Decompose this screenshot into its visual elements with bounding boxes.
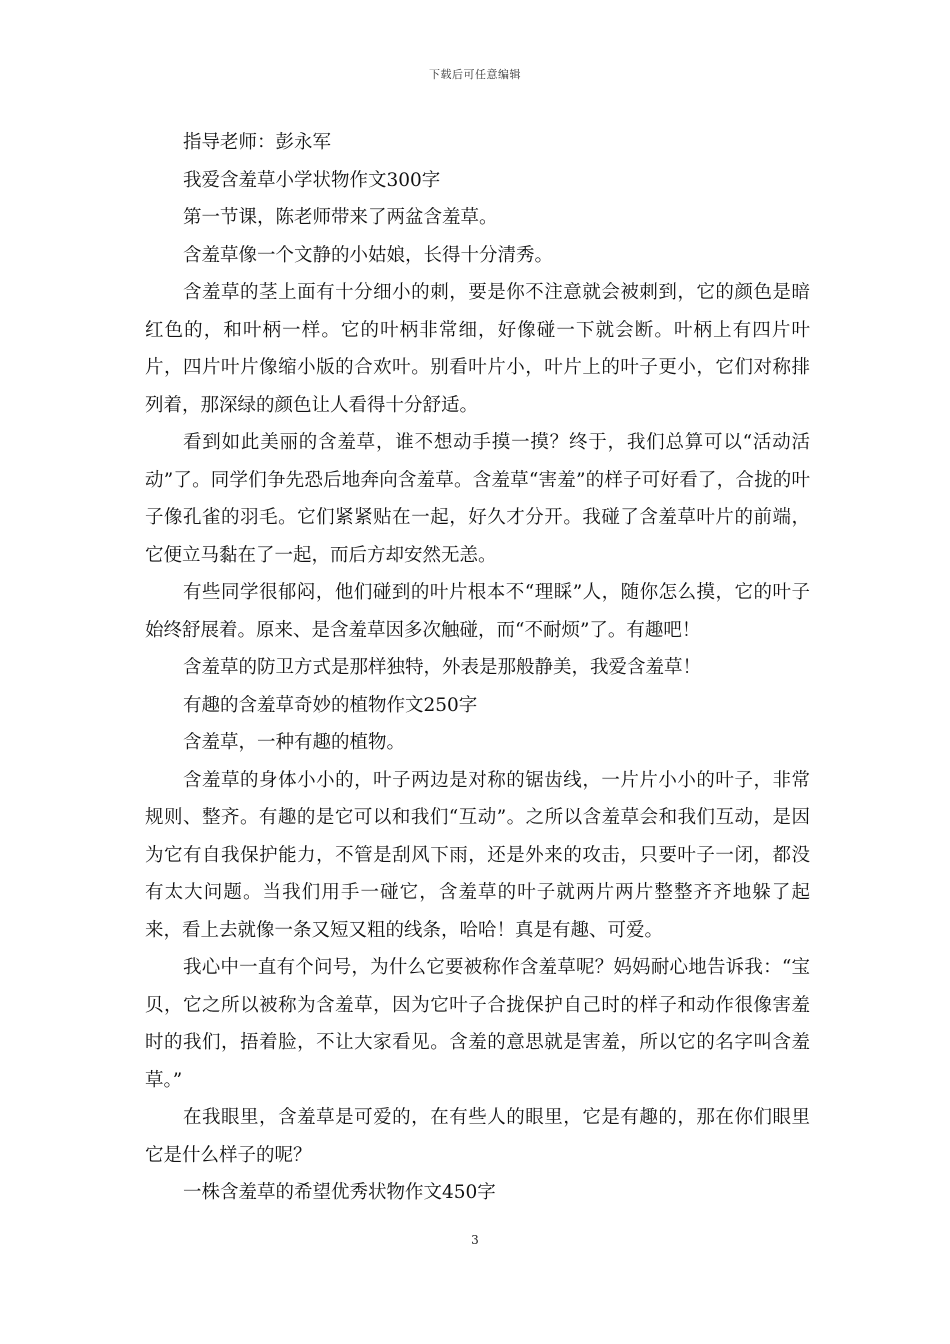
document-body	[145, 124, 810, 1212]
paragraph: 一株含羞草的希望优秀状物作文450字	[183, 1182, 496, 1203]
paragraph: 第一节课，陈老师带来了两盆含羞草。	[183, 207, 498, 228]
page-number: 3	[471, 1233, 479, 1247]
paragraph: 含羞草像一个文静的小姑娘，长得十分清秀。	[183, 244, 554, 266]
paragraph: 含羞草的身体小小的，叶子两边是对称的锯齿线，一片片小小的叶子，非常规则、整齐。有趣的是它可以和我们“互动”。之所以含羞草会和我们互动，是因为它有自我保护能力，不管是刮风下雨，还是外来的攻击，只要叶子一闭，都没有太大问题。当我们用手一碰它，含羞草的叶子就两片两片整整齐齐地躲了起来，看上去就像一条又短又粗的线条，哈哈！真是有趣、可爱。	[145, 769, 810, 941]
paragraph: 有些同学很郁闷，他们碰到的叶片根本不“理睬”人，随你怎么摸，它的叶子始终舒展着。原来、是含羞草因多次触碰，而“不耐烦”了。有趣吧！	[145, 582, 810, 641]
page-header-note: 下载后可任意编辑	[429, 68, 521, 81]
paragraph: 我爱含羞草小学状物作文300字	[183, 169, 441, 191]
paragraph: 含羞草，一种有趣的植物。	[183, 732, 406, 753]
paragraph: 有趣的含羞草奇妙的植物作文250字	[183, 694, 478, 716]
paragraph: 在我眼里，含羞草是可爱的，在有些人的眼里，它是有趣的，那在你们眼里它是什么样子的呢？	[145, 1107, 810, 1166]
paragraph: 我心中一直有个问号，为什么它要被称作含羞草呢？妈妈耐心地告诉我：“宝贝，它之所以被称为含羞草，因为它叶子合拢保护自己时的样子和动作很像害羞时的我们，捂着脸，不让大家看见。含羞的意思就是害羞，所以它的名字叫含羞草。”	[145, 957, 810, 1091]
paragraph: 指导老师：彭永军	[183, 132, 332, 153]
paragraph: 含羞草的防卫方式是那样独特，外表是那般静美，我爱含羞草！	[183, 657, 702, 678]
paragraph: 含羞草的茎上面有十分细小的刺，要是你不注意就会被刺到，它的颜色是暗红色的，和叶柄一样。它的叶柄非常细，好像碰一下就会断。叶柄上有四片叶片，四片叶片像缩小版的合欢叶。别看叶片小，叶片上的叶子更小，它们对称排列着，那深绿的颜色让人看得十分舒适。	[145, 282, 810, 416]
paragraph: 看到如此美丽的含羞草，谁不想动手摸一摸？终于，我们总算可以“活动活动”了。同学们争先恐后地奔向含羞草。含羞草“害羞”的样子可好看了，合拢的叶子像孔雀的羽毛。它们紧紧贴在一起，好久才分开。我碰了含羞草叶片的前端，它便立马黏在了一起，而后方却安然无恙。	[145, 432, 810, 566]
